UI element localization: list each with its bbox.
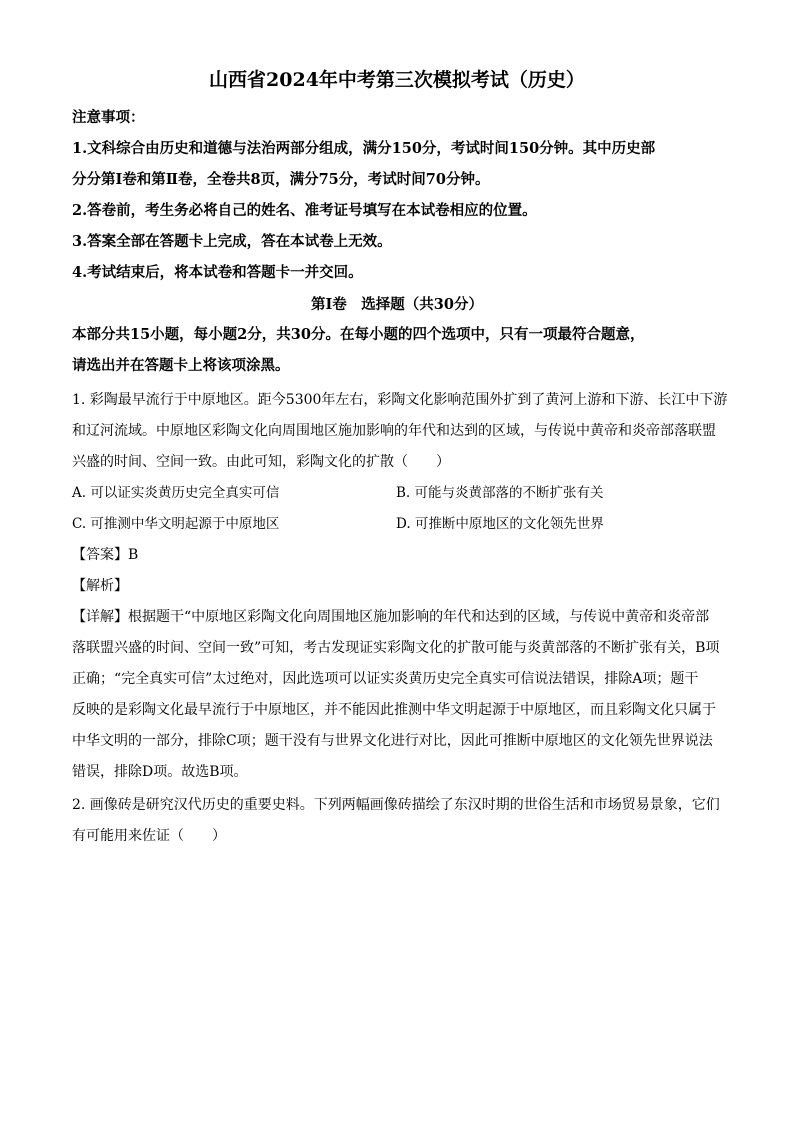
detail-text: 【详解】根据题干“中原地区彩陶文化向周围地区施加影响的年代和达到的区域，与传说中黄帝和炎帝部 — [72, 609, 710, 625]
notice-item: 1.文科综合由历史和道德与法治两部分组成，满分150分，考试时间150分钟。其中历史部 — [72, 140, 656, 157]
question-1-stem: 1. 彩陶最早流行于中原地区。距今5300年左右，彩陶文化影响范围外扩到了黄河上游和下游、长江中下游 — [72, 392, 728, 408]
notice-item: 4.考试结束后，将本试卷和答题卡一并交回。 — [72, 264, 363, 281]
option-d: D. 可推断中原地区的文化领先世界 — [396, 516, 604, 532]
question-1-stem: 兴盛的时间、空间一致。由此可知，彩陶文化的扩散（ ） — [72, 454, 450, 470]
question-2-stem: 2. 画像砖是研究汉代历史的重要史料。下列两幅画像砖描绘了东汉时期的世俗生活和市场贸易景象，它们 — [72, 797, 720, 813]
page-title: 山西省2024年中考第三次模拟考试（历史） — [209, 69, 585, 91]
notice-item: 3.答案全部在答题卡上完成，答在本试卷上无效。 — [72, 233, 392, 250]
detail-text: 正确；“完全真实可信”太过绝对，因此选项可以证实炎黄历史完全真实可信说法错误，排除A项；题干 — [72, 671, 699, 687]
notice-heading: 注意事项： — [72, 109, 145, 126]
notice-item: 分分第Ⅰ卷和第Ⅱ卷，全卷共8页，满分75分，考试时间70分钟。 — [72, 171, 490, 188]
detail-text: 反映的是彩陶文化最早流行于中原地区，并不能因此推测中华文明起源于中原地区，而且彩陶文化只属于 — [72, 702, 716, 718]
detail-text: 中华文明的一部分，排除C项；题干没有与世界文化进行对比，因此可推断中原地区的文化领先世界说法 — [72, 733, 713, 749]
detail-text: 落联盟兴盛的时间、空间一致”可知，考古发现证实彩陶文化的扩散可能与炎黄部落的不断扩张有关，B项 — [72, 640, 720, 656]
notice-item: 2.答卷前，考生务必将自己的姓名、准考证号填写在本试卷相应的位置。 — [72, 202, 537, 219]
option-b: B. 可能与炎黄部落的不断扩张有关 — [396, 485, 604, 501]
option-a: A. 可以证实炎黄历史完全真实可信 — [72, 485, 280, 501]
section-intro: 请选出并在答题卡上将该项涂黑。 — [72, 357, 290, 374]
section-title: 第Ⅰ卷 选择题（共30分） — [311, 296, 483, 313]
answer-label: 【答案】B — [72, 547, 139, 563]
analysis-label: 【解析】 — [72, 578, 128, 594]
section-intro: 本部分共15小题，每小题2分，共30分。在每小题的四个选项中，只有一项最符合题意， — [72, 326, 645, 343]
question-1-stem: 和辽河流域。中原地区彩陶文化向周围地区施加影响的年代和达到的区域，与传说中黄帝和炎帝部落联盟 — [72, 423, 716, 439]
question-2-stem: 有可能用来佐证（ ） — [72, 828, 226, 844]
option-c: C. 可推测中华文明起源于中原地区 — [72, 516, 280, 532]
detail-text: 错误，排除D项。故选B项。 — [72, 764, 248, 780]
